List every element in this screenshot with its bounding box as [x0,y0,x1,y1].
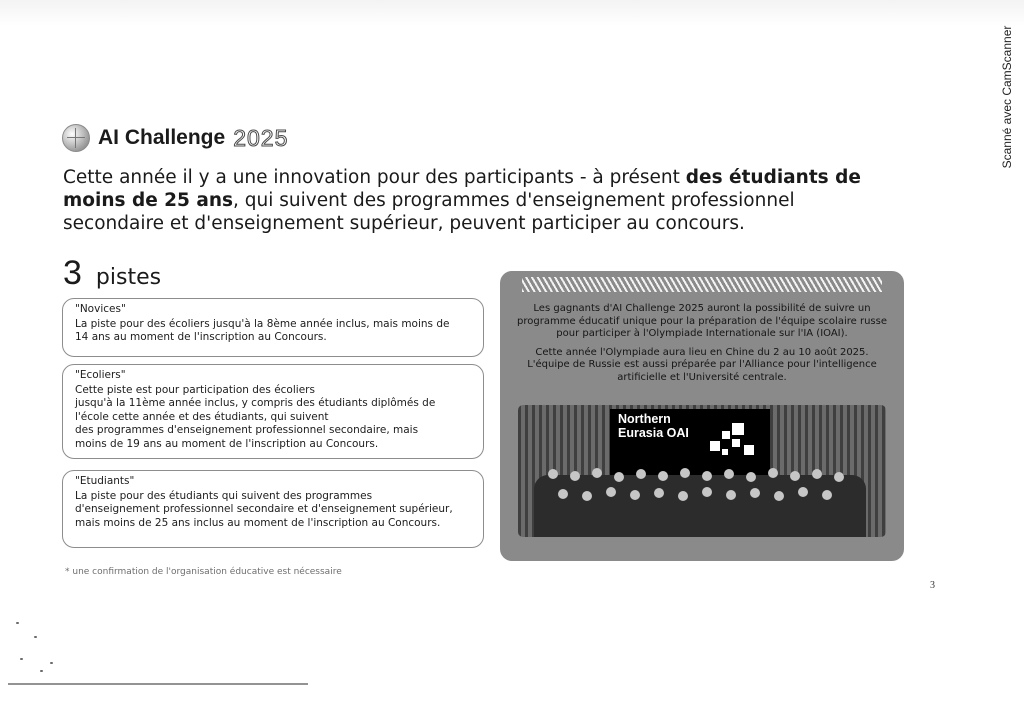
pixel-logo-icon [710,423,754,459]
info-paragraph-2: Cette année l'Olympiade aura lieu en Chine du 2 au 10 août 2025. L'équipe de Russie est aussi préparée par l'Alliance pour l'intelligence artificielle et l'Université centrale. [527,346,877,383]
intro-highlight: des étudiants de moins de 25 ans [63,167,861,211]
brand-title: AI Challenge [98,126,226,149]
track-description: La piste pour des étudiants qui suivent des programmes d'enseignement professionnel secondaire et d'enseignement supérieur, mais moins de 25 ans inclus au moment de l'inscription au Concours. [75,489,453,529]
footnote: * une confirmation de l'organisation éducative est nécessaire [65,567,342,577]
tracks-count: 3 [63,254,82,292]
intro-paragraph [63,166,883,235]
scanner-watermark-text: Scanné avec CamScanner [1000,25,1014,169]
tracks-heading [63,254,161,293]
scan-bottom-edge [8,683,308,685]
track-name: "Etudiants" [75,475,135,487]
page-header [62,124,288,152]
stage-screen-title: Northern Eurasia OAI [618,412,689,440]
track-card-ecoliers [62,364,484,459]
intro-text-end: , qui suivent des programmes d'enseignement professionnel secondaire et d'enseignement supérieur, peuvent participer au concours. [63,190,795,234]
intro-text-start: Cette année il y a une innovation pour des participants - à présent [63,167,686,188]
track-card-novices [62,298,484,357]
hatch-decoration [522,277,882,292]
scan-speck [34,636,37,638]
crowd-silhouette [534,475,866,537]
track-name: "Ecoliers" [75,369,126,381]
info-paragraph-1: Les gagnants d'AI Challenge 2025 auront la possibilité de suivre un programme éducatif unique pour la préparation de l'équipe scolaire russe pour participer à l'Olympiade Internationale sur l'IA (IOAI). [517,303,887,339]
track-card-etudiants [62,470,484,548]
brand-year: 2025 [233,124,289,151]
scan-speck [16,622,19,624]
track-description: Cette piste est pour participation des écoliers jusqu'à la 11ème année inclus, y compris des étudiants diplômés de l'école cette année et des étudiants, qui suivent des programmes d'enseignement professionnel secondaire, mais moins de 19 ans au moment de l'inscription au Concours. [75,383,436,450]
scan-speck [50,662,53,664]
info-text [514,303,890,390]
tracks-word: pistes [95,265,162,290]
ioai-info-box [500,271,904,561]
scan-speck [20,658,23,660]
scan-speck [40,670,43,672]
track-name: "Novices" [75,303,126,315]
crowd [518,465,886,537]
track-description: La piste pour des écoliers jusqu'à la 8ème année inclus, mais moins de 14 ans au moment de l'inscription au Concours. [75,317,450,343]
page-number: 3 [930,580,935,591]
scan-top-edge [0,0,1024,26]
group-photo [518,405,886,537]
scanner-watermark [996,12,1018,182]
globe-icon [62,124,90,152]
scan-specks [10,600,90,680]
